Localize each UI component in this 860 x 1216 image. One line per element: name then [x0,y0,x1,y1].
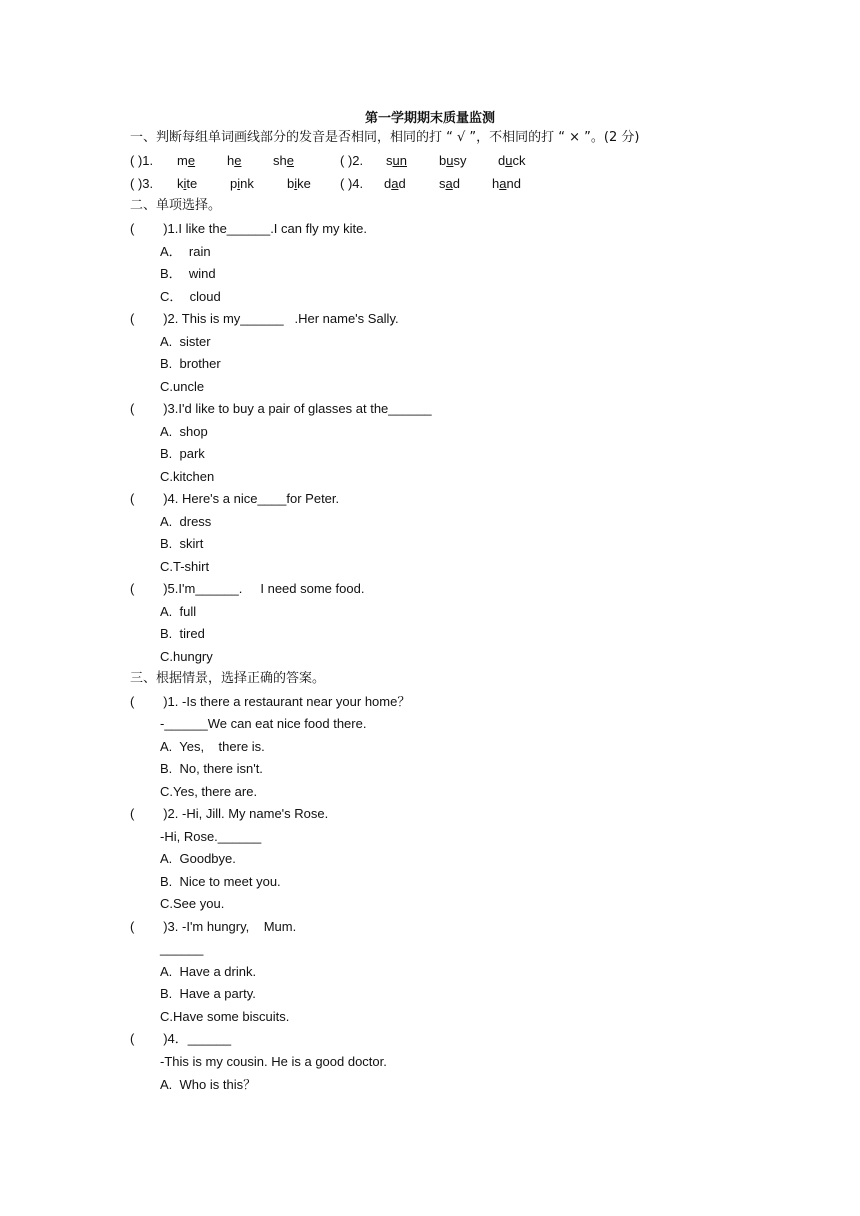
s3-q1-line2: -______We can eat nice food there. [160,716,367,731]
s2-q5-option-b: B. tired [160,626,205,641]
s2-q3-stem: ( )3.I'd like to buy a pair of glasses at the______ [130,401,432,416]
q2-paren: ( )2. [340,153,364,168]
s2-q2-option-c: C.uncle [160,379,205,394]
s3-q4-line2: -This is my cousin. He is a good doctor. [160,1054,387,1069]
word-busy: busy [439,153,467,168]
s2-q4-stem: ( )4. Here's a nice____for Peter. [130,491,340,506]
q3-paren: ( )3. [130,176,154,191]
s3-q4-stem: ( )4．______ [130,1031,232,1046]
s3-q2-option-b: B. Nice to meet you. [160,874,281,889]
s2-q2-option-a: A. sister [160,334,211,349]
s3-q1-option-a: A. Yes, there is. [160,739,265,754]
s3-q3-option-a: A. Have a drink. [160,964,257,979]
s3-q2-line2: -Hi, Rose.______ [160,829,262,844]
s2-q4-option-a: A. dress [160,514,212,529]
s2-q3-option-c: C.kitchen [160,469,215,484]
s3-q2-option-a: A. Goodbye. [160,851,236,866]
q1-paren: ( )1. [130,153,154,168]
s2-q1-stem: ( )1.I like the______.I can fly my kite. [130,221,367,236]
word-bike: bike [287,176,311,191]
word-dad: dad [384,176,406,191]
page-title: 第一学期期末质量监测 [364,111,495,126]
s3-q2-stem: ( )2. -Hi, Jill. My name's Rose. [130,806,329,821]
s2-q2-stem: ( )2. This is my______ .Her name's Sally. [130,311,399,326]
word-me: me [177,153,196,168]
s3-q4-option-a: A. Who is this？ [160,1077,257,1092]
word-hand: hand [492,176,521,191]
s2-q5-option-a: A. full [160,604,197,619]
s2-q5-option-c: C.hungry [160,649,213,664]
s3-q3-line2: ______ [160,941,204,956]
s2-q3-option-a: A. shop [160,424,208,439]
s2-q2-option-b: B. brother [160,356,221,371]
s2-q4-option-b: B. skirt [160,536,204,551]
section-1-heading: 一、判断每组单词画线部分的发音是否相同，相同的打 “ √ ”，不相同的打 “ × ”。(2 分) [130,130,640,145]
s2-q3-option-b: B. park [160,446,205,461]
s2-q1-option-b: B． wind [160,266,216,281]
q4-paren: ( )4. [340,176,364,191]
word-sad: sad [439,176,460,191]
s2-q1-option-a: A． rain [160,244,211,259]
word-he: he [227,153,242,168]
section-2-heading: 二、单项选择。 [130,198,222,213]
s2-q5-stem: ( )5.I'm______. I need some food. [130,581,365,596]
s2-q4-option-c: C.T-shirt [160,559,210,574]
word-pink: pink [230,176,254,191]
s3-q1-option-b: B. No, there isn't. [160,761,263,776]
word-duck: duck [498,153,526,168]
s3-q3-option-b: B. Have a party. [160,986,256,1001]
s2-q1-option-c: C． cloud [160,289,221,304]
s3-q3-stem: ( )3. -I'm hungry, Mum. [130,919,297,934]
word-she: she [273,153,294,168]
s3-q1-stem: ( )1. -Is there a restaurant near your home？ [130,694,411,709]
section-3-heading: 三、根据情景，选择正确的答案。 [130,671,326,686]
word-kite: kite [177,176,198,191]
s3-q3-option-c: C.Have some biscuits. [160,1009,290,1024]
word-sun: sun [386,153,407,168]
s3-q1-option-c: C.Yes, there are. [160,784,258,799]
s3-q2-option-c: C.See you. [160,896,225,911]
